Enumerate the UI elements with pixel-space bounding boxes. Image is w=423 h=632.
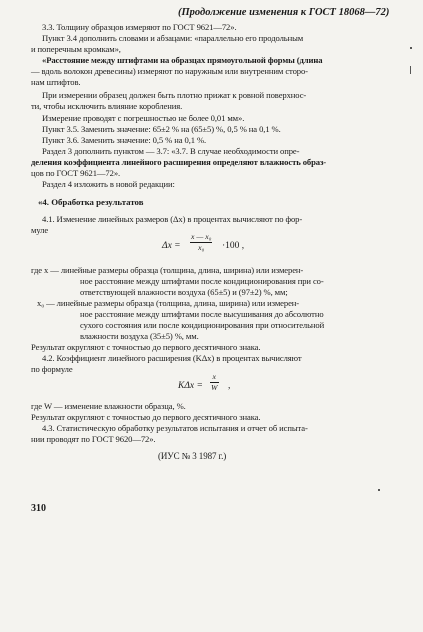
formula-tail: ·100 , <box>222 241 245 251</box>
definition-line: влажности воздуха (35±5) %, мм. <box>80 331 199 341</box>
paragraph-line: Пункт 3.5. Заменить значение: 65±2 % на (65±5) %, 0,5 % на 0,1 %. <box>42 124 281 134</box>
formula-tail: , <box>228 381 231 391</box>
page-header: (Продолжение изменения к ГОСТ 18068—72) <box>178 7 390 18</box>
paragraph-line: ти, чтобы исключить влияние коробления. <box>31 101 183 111</box>
paragraph-line: Результат округляют с точностью до первого десятичного знака. <box>31 412 261 422</box>
definition-line: ное расстояние между штифтами после высушивания до абсолютно <box>80 309 324 319</box>
definition-line: сухого состояния или после кондиционирования при относительной <box>80 320 325 330</box>
paragraph-line: Пункт 3.4 дополнить словами и абзацами: «параллельно его продольным <box>42 33 304 43</box>
definition-line: где x — линейные размеры образца (толщина, длина, ширина) или измерен- <box>31 265 304 275</box>
paragraph-line: Раздел 3 дополнить пунктом — 3.7: «3.7. В случае необходимости опре- <box>42 146 300 156</box>
paragraph-line: деления коэффициента линейного расширения определяют влажность образ- <box>31 157 327 167</box>
paragraph-line: 3.3. Толщину образцов измеряют по ГОСТ 9621—72». <box>42 22 237 32</box>
paragraph-line: муле <box>31 225 49 235</box>
section-heading: «4. Обработка результатов <box>38 197 144 207</box>
formula-fraction <box>190 233 212 252</box>
issue-reference: (ИУС № 3 1987 г.) <box>158 451 227 461</box>
formula-denominator: x₀ <box>198 243 205 252</box>
formula-denominator: W <box>211 383 218 392</box>
paragraph-line: Пункт 3.6. Заменить значение: 0,5 % на 0,1 %. <box>42 135 207 145</box>
formula-fraction <box>210 373 219 392</box>
paragraph-line: 4.3. Статистическую обработку результатов испытания и отчет об испыта- <box>42 423 308 433</box>
definition-line: ответствующей влажности воздуха (65±5) и (97±2) %, мм; <box>80 287 288 297</box>
paragraph-line: Раздел 4 изложить в новой редакции: <box>42 179 175 189</box>
paragraph-line: Результат округляют с точностью до первого десятичного знака. <box>31 342 261 352</box>
scan-speck <box>410 47 412 49</box>
formula-numerator: x <box>212 372 216 381</box>
paragraph-line: нам штифтов. <box>31 77 81 87</box>
definition-line: ное расстояние между штифтами после кондиционирования при со- <box>80 276 324 286</box>
paragraph-line: нии проводят по ГОСТ 9620—72». <box>31 434 156 444</box>
paragraph-line: цов по ГОСТ 9621—72». <box>31 168 121 178</box>
formula-numerator: x — x₀ <box>191 232 212 241</box>
paragraph-line: 4.1. Изменение линейных размеров (Δx) в процентах вычисляют по фор- <box>42 214 303 224</box>
scan-speck <box>378 489 380 491</box>
paragraph-line: — вдоль волокон древесины) измеряют по наружным или внутренним сторо- <box>31 66 308 76</box>
paragraph-line: по формуле <box>31 364 73 374</box>
scan-speck <box>410 66 411 74</box>
paragraph-line: При измерении образец должен быть плотно прижат к ровной поверхнос- <box>42 90 307 100</box>
paragraph-line: Измерение проводят с погрешностью не более 0,01 мм». <box>42 113 245 123</box>
paragraph-line: «Расстояние между штифтами на образцах прямоугольной формы (длина <box>42 55 323 65</box>
definition-line: где W — изменение влажности образца, %. <box>31 401 186 411</box>
formula-lhs: KΔx = <box>178 381 203 391</box>
definition-line: x₀ — линейные размеры образца (толщина, длина, ширина) или измерен- <box>37 298 300 308</box>
paragraph-line: и поперечным кромкам», <box>31 44 121 54</box>
formula-lhs: Δx = <box>162 241 181 251</box>
paragraph-line: 4.2. Коэффициент линейного расширения (KΔx) в процентах вычисляют <box>42 353 302 363</box>
page-number: 310 <box>31 503 46 514</box>
